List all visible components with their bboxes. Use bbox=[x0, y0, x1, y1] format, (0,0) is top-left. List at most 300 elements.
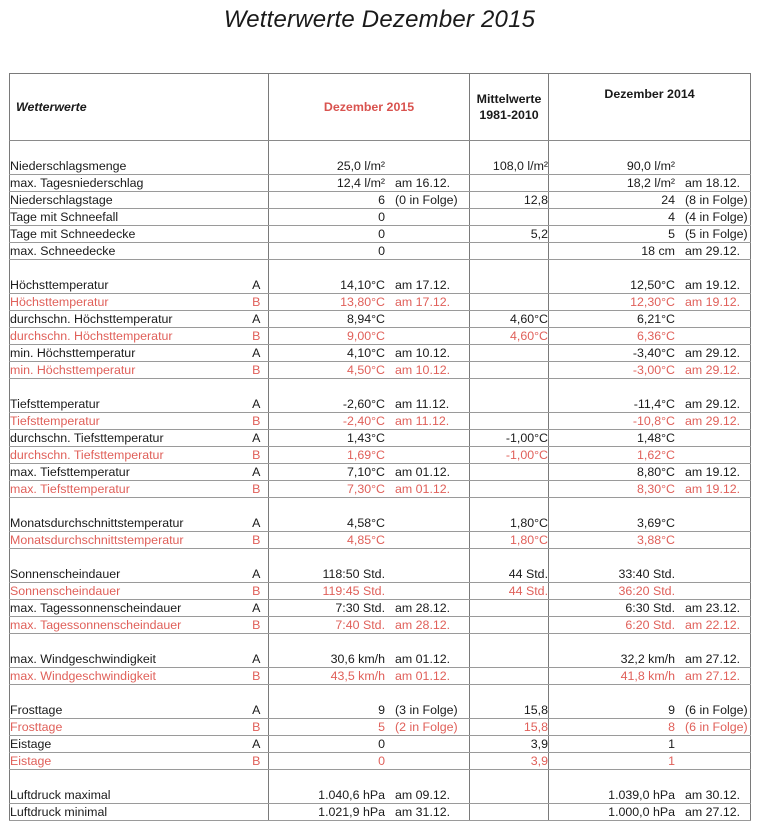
row-label: Niederschlagsmenge bbox=[10, 158, 245, 175]
table-row bbox=[10, 515, 751, 532]
value-mittelwert bbox=[470, 209, 549, 226]
value-dez-2015: 9 bbox=[378, 703, 386, 717]
spacer-cell bbox=[10, 498, 245, 516]
spacer-cell bbox=[549, 498, 751, 516]
header-wetterwerte: Wetterwerte bbox=[10, 74, 269, 141]
station-marker: A bbox=[245, 464, 269, 481]
table-row bbox=[10, 192, 751, 209]
value-dez-2014-cell bbox=[549, 702, 751, 719]
value-dez-2015: 4,85°C bbox=[346, 533, 386, 547]
document-title: Wetterwerte Dezember 2015 bbox=[223, 6, 536, 33]
value-dez-2015: -2,60°C bbox=[342, 397, 386, 411]
table-row bbox=[10, 158, 751, 175]
value-dez-2015-note: am 28.12. bbox=[395, 618, 451, 632]
value-dez-2015-cell bbox=[269, 515, 470, 532]
spacer-cell bbox=[269, 770, 470, 788]
value-dez-2015-cell bbox=[269, 430, 470, 447]
spacer-cell bbox=[245, 634, 269, 652]
value-dez-2014-cell bbox=[549, 787, 751, 804]
spacer-cell bbox=[549, 141, 751, 159]
value-dez-2014-cell bbox=[549, 736, 751, 753]
value-dez-2015: 5 bbox=[378, 720, 386, 734]
value-dez-2015-cell bbox=[269, 702, 470, 719]
value-dez-2015-cell bbox=[269, 464, 470, 481]
value-dez-2015: 8,94°C bbox=[346, 312, 386, 326]
spacer-cell bbox=[10, 685, 245, 703]
value-dez-2014-note: am 19.12. bbox=[685, 295, 741, 309]
value-dez-2014: 8,80°C bbox=[636, 465, 676, 479]
value-dez-2015-cell bbox=[269, 447, 470, 464]
spacer-cell bbox=[269, 141, 470, 159]
value-dez-2015: 43,5 km/h bbox=[330, 669, 386, 683]
spacer-cell bbox=[245, 141, 269, 159]
value-dez-2015-cell bbox=[269, 243, 470, 260]
value-dez-2015-cell bbox=[269, 396, 470, 413]
spacer-row bbox=[10, 379, 751, 397]
value-dez-2014-cell bbox=[549, 243, 751, 260]
value-mittelwert: 108,0 l/m² bbox=[470, 158, 549, 175]
station-marker: B bbox=[245, 617, 269, 634]
value-dez-2014-note: am 30.12. bbox=[685, 788, 741, 802]
spacer-cell bbox=[245, 260, 269, 278]
spacer-cell bbox=[10, 549, 245, 567]
header-mittelwerte-line1: Mittelwerte bbox=[476, 92, 542, 106]
value-dez-2014-cell bbox=[549, 175, 751, 192]
value-dez-2015: 6 bbox=[378, 193, 386, 207]
station-marker: B bbox=[245, 753, 269, 770]
value-mittelwert bbox=[470, 396, 549, 413]
row-label: Eistage bbox=[10, 753, 245, 770]
spacer-cell bbox=[10, 379, 245, 397]
spacer-row bbox=[10, 685, 751, 703]
row-label: max. Tiefsttemperatur bbox=[10, 481, 245, 498]
row-label: min. Höchsttemperatur bbox=[10, 362, 245, 379]
value-dez-2015-note: am 11.12. bbox=[395, 414, 450, 428]
value-dez-2014: -3,00°C bbox=[632, 363, 676, 377]
value-dez-2014: 6:30 Std. bbox=[625, 601, 676, 615]
value-dez-2014-cell bbox=[549, 328, 751, 345]
row-label: Niederschlagstage bbox=[10, 192, 245, 209]
value-dez-2014-cell bbox=[549, 192, 751, 209]
value-dez-2015-note: am 31.12. bbox=[395, 805, 451, 819]
value-dez-2015-cell bbox=[269, 583, 470, 600]
value-dez-2014-cell bbox=[549, 464, 751, 481]
value-dez-2014: 41,8 km/h bbox=[620, 669, 676, 683]
row-label: max. Schneedecke bbox=[10, 243, 245, 260]
value-mittelwert: 4,60°C bbox=[470, 328, 549, 345]
value-dez-2015: 7,30°C bbox=[346, 482, 386, 496]
value-dez-2015: 7:40 Std. bbox=[335, 618, 386, 632]
value-dez-2014: 6:20 Std. bbox=[625, 618, 676, 632]
value-dez-2015-note: (0 in Folge) bbox=[395, 193, 458, 207]
station-marker: B bbox=[245, 362, 269, 379]
value-dez-2015-note: am 28.12. bbox=[395, 601, 451, 615]
value-dez-2014-note: (6 in Folge) bbox=[685, 703, 748, 717]
row-label: max. Windgeschwindigkeit bbox=[10, 651, 245, 668]
value-dez-2014: 32,2 km/h bbox=[620, 652, 676, 666]
value-dez-2015-cell bbox=[269, 362, 470, 379]
value-dez-2014: 24 bbox=[661, 193, 676, 207]
row-label: min. Höchsttemperatur bbox=[10, 345, 245, 362]
value-mittelwert bbox=[470, 804, 549, 821]
value-dez-2015: 7,10°C bbox=[346, 465, 386, 479]
value-dez-2014-cell bbox=[549, 617, 751, 634]
value-dez-2014: 3,88°C bbox=[636, 533, 676, 547]
table-header-row bbox=[10, 74, 751, 141]
table-row bbox=[10, 804, 751, 821]
spacer-cell bbox=[245, 770, 269, 788]
value-mittelwert bbox=[470, 243, 549, 260]
value-dez-2015-cell bbox=[269, 311, 470, 328]
station-marker: A bbox=[245, 277, 269, 294]
spacer-cell bbox=[245, 685, 269, 703]
value-dez-2014-cell bbox=[549, 719, 751, 736]
row-label: Eistage bbox=[10, 736, 245, 753]
value-dez-2015-cell bbox=[269, 753, 470, 770]
value-mittelwert bbox=[470, 175, 549, 192]
table-row bbox=[10, 328, 751, 345]
value-dez-2015-note: am 17.12. bbox=[395, 295, 451, 309]
value-dez-2014-cell bbox=[549, 226, 751, 243]
spacer-cell bbox=[470, 379, 549, 397]
value-dez-2015-cell bbox=[269, 209, 470, 226]
value-dez-2014-note: am 19.12. bbox=[685, 465, 741, 479]
spacer-cell bbox=[245, 498, 269, 516]
value-dez-2014-cell bbox=[549, 600, 751, 617]
header-mittelwerte-line2: 1981-2010 bbox=[479, 108, 539, 122]
value-dez-2015-cell bbox=[269, 413, 470, 430]
station-marker: B bbox=[245, 481, 269, 498]
row-label: Tiefsttemperatur bbox=[10, 396, 245, 413]
value-dez-2014-note: (4 in Folge) bbox=[685, 210, 748, 224]
value-mittelwert: 15,8 bbox=[470, 702, 549, 719]
value-dez-2015-cell bbox=[269, 175, 470, 192]
value-dez-2015: 7:30 Std. bbox=[335, 601, 386, 615]
value-dez-2015-note: am 17.12. bbox=[395, 278, 451, 292]
spacer-cell bbox=[269, 379, 470, 397]
station-marker: B bbox=[245, 328, 269, 345]
value-dez-2015-note: am 01.12. bbox=[395, 652, 451, 666]
station-marker: A bbox=[245, 430, 269, 447]
value-mittelwert bbox=[470, 413, 549, 430]
value-dez-2014-cell bbox=[549, 362, 751, 379]
value-mittelwert: 44 Std. bbox=[470, 566, 549, 583]
row-label: Höchsttemperatur bbox=[10, 294, 245, 311]
value-dez-2015-cell bbox=[269, 804, 470, 821]
value-dez-2014-cell bbox=[549, 345, 751, 362]
spacer-cell bbox=[10, 770, 245, 788]
spacer-cell bbox=[470, 549, 549, 567]
spacer-cell bbox=[549, 685, 751, 703]
table-row bbox=[10, 243, 751, 260]
table-row bbox=[10, 736, 751, 753]
value-dez-2014-cell bbox=[549, 532, 751, 549]
spacer-row bbox=[10, 260, 751, 278]
table-row bbox=[10, 413, 751, 430]
row-label: max. Tagessonnenscheindauer bbox=[10, 617, 245, 634]
value-dez-2015-cell bbox=[269, 192, 470, 209]
row-label: Tiefsttemperatur bbox=[10, 413, 245, 430]
value-dez-2014-note: (6 in Folge) bbox=[685, 720, 748, 734]
value-dez-2015-cell bbox=[269, 532, 470, 549]
spacer-cell bbox=[470, 685, 549, 703]
value-dez-2014-cell bbox=[549, 481, 751, 498]
value-dez-2014-cell bbox=[549, 753, 751, 770]
value-dez-2015-note: (2 in Folge) bbox=[395, 720, 458, 734]
value-dez-2015-cell bbox=[269, 668, 470, 685]
table-body bbox=[10, 141, 751, 821]
value-mittelwert bbox=[470, 345, 549, 362]
value-dez-2014: 36:20 Std. bbox=[618, 584, 676, 598]
spacer-cell bbox=[549, 260, 751, 278]
spacer-cell bbox=[470, 770, 549, 788]
value-dez-2015: 119:45 Std. bbox=[322, 584, 386, 598]
spacer-row bbox=[10, 549, 751, 567]
spacer-row bbox=[10, 634, 751, 652]
value-dez-2014-cell bbox=[549, 277, 751, 294]
value-mittelwert bbox=[470, 787, 549, 804]
row-label: Tage mit Schneefall bbox=[10, 209, 245, 226]
header-mittelwerte bbox=[470, 74, 549, 141]
row-label: Luftdruck maximal bbox=[10, 787, 245, 804]
table-row bbox=[10, 668, 751, 685]
station-marker: A bbox=[245, 345, 269, 362]
spacer-cell bbox=[269, 685, 470, 703]
value-dez-2014: 1.039,0 hPa bbox=[608, 788, 676, 802]
value-dez-2015: 1.021,9 hPa bbox=[318, 805, 386, 819]
spacer-cell bbox=[269, 498, 470, 516]
row-label: durchschn. Höchsttemperatur bbox=[10, 328, 245, 345]
value-dez-2015: 118:50 Std. bbox=[322, 567, 386, 581]
value-dez-2015: 1.040,6 hPa bbox=[318, 788, 386, 802]
value-dez-2014-note: am 18.12. bbox=[685, 176, 741, 190]
value-dez-2015: 1,69°C bbox=[346, 448, 386, 462]
station-marker bbox=[245, 192, 269, 209]
row-label: durchschn. Tiefsttemperatur bbox=[10, 447, 245, 464]
value-dez-2015-cell bbox=[269, 277, 470, 294]
value-dez-2015-cell bbox=[269, 345, 470, 362]
value-dez-2015-cell bbox=[269, 736, 470, 753]
value-mittelwert bbox=[470, 362, 549, 379]
value-dez-2014-note: am 29.12. bbox=[685, 363, 741, 377]
spacer-cell bbox=[549, 770, 751, 788]
value-mittelwert bbox=[470, 277, 549, 294]
value-dez-2014: 8 bbox=[668, 720, 676, 734]
value-mittelwert: 12,8 bbox=[470, 192, 549, 209]
spacer-cell bbox=[269, 634, 470, 652]
value-dez-2014: 5 bbox=[668, 227, 676, 241]
value-dez-2014-cell bbox=[549, 158, 751, 175]
value-dez-2015-note: am 10.12. bbox=[395, 363, 451, 377]
value-dez-2014-note: am 29.12. bbox=[685, 397, 741, 411]
value-dez-2014: 18,2 l/m² bbox=[626, 176, 676, 190]
table-row bbox=[10, 226, 751, 243]
station-marker: B bbox=[245, 447, 269, 464]
table-row bbox=[10, 311, 751, 328]
station-marker: B bbox=[245, 583, 269, 600]
value-mittelwert bbox=[470, 481, 549, 498]
station-marker: A bbox=[245, 566, 269, 583]
value-dez-2014-note: am 23.12. bbox=[685, 601, 741, 615]
row-label: max. Windgeschwindigkeit bbox=[10, 668, 245, 685]
spacer-cell bbox=[10, 141, 245, 159]
spacer-cell bbox=[245, 379, 269, 397]
row-label: Höchsttemperatur bbox=[10, 277, 245, 294]
value-dez-2014: 12,30°C bbox=[630, 295, 676, 309]
row-label: max. Tiefsttemperatur bbox=[10, 464, 245, 481]
table-row bbox=[10, 532, 751, 549]
value-dez-2014: 33:40 Std. bbox=[618, 567, 676, 581]
table-row bbox=[10, 719, 751, 736]
value-dez-2014-note: am 29.12. bbox=[685, 346, 741, 360]
station-marker: A bbox=[245, 600, 269, 617]
weather-table bbox=[9, 73, 751, 821]
value-dez-2014: 1,62°C bbox=[636, 448, 676, 462]
spacer-row bbox=[10, 770, 751, 788]
row-label: Sonnenscheindauer bbox=[10, 566, 245, 583]
station-marker: B bbox=[245, 719, 269, 736]
table-row bbox=[10, 209, 751, 226]
station-marker: B bbox=[245, 668, 269, 685]
value-dez-2014: 3,69°C bbox=[636, 516, 676, 530]
spacer-cell bbox=[470, 634, 549, 652]
value-dez-2015-note: am 16.12. bbox=[395, 176, 451, 190]
value-dez-2014-cell bbox=[549, 566, 751, 583]
value-dez-2015-note: am 01.12. bbox=[395, 465, 451, 479]
value-dez-2015-note: am 10.12. bbox=[395, 346, 451, 360]
spacer-cell bbox=[269, 549, 470, 567]
value-dez-2014-cell bbox=[549, 651, 751, 668]
value-dez-2015-cell bbox=[269, 600, 470, 617]
spacer-cell bbox=[549, 634, 751, 652]
value-dez-2014-cell bbox=[549, 447, 751, 464]
table-row bbox=[10, 787, 751, 804]
station-marker: B bbox=[245, 413, 269, 430]
spacer-cell bbox=[269, 260, 470, 278]
value-dez-2014: 1,48°C bbox=[636, 431, 676, 445]
value-dez-2014: 1 bbox=[668, 754, 676, 768]
value-dez-2015: 0 bbox=[378, 210, 386, 224]
value-dez-2015: 0 bbox=[378, 244, 386, 258]
table-row bbox=[10, 175, 751, 192]
table-row bbox=[10, 583, 751, 600]
value-dez-2014-note: (5 in Folge) bbox=[685, 227, 748, 241]
value-mittelwert: 1,80°C bbox=[470, 532, 549, 549]
row-label: Frosttage bbox=[10, 719, 245, 736]
value-dez-2015-note: am 01.12. bbox=[395, 482, 451, 496]
value-dez-2015: 0 bbox=[378, 227, 386, 241]
value-dez-2014-cell bbox=[549, 515, 751, 532]
value-dez-2014: -3,40°C bbox=[632, 346, 676, 360]
value-dez-2015: 9,00°C bbox=[346, 329, 386, 343]
station-marker bbox=[245, 804, 269, 821]
table-row bbox=[10, 481, 751, 498]
value-dez-2014: 1 bbox=[668, 737, 676, 751]
value-dez-2015-cell bbox=[269, 566, 470, 583]
value-mittelwert bbox=[470, 668, 549, 685]
value-dez-2015: 12,4 l/m² bbox=[336, 176, 386, 190]
value-dez-2014-note: (8 in Folge) bbox=[685, 193, 748, 207]
value-dez-2015: 30,6 km/h bbox=[330, 652, 386, 666]
value-dez-2015-cell bbox=[269, 617, 470, 634]
value-mittelwert: 1,80°C bbox=[470, 515, 549, 532]
value-dez-2015-cell bbox=[269, 294, 470, 311]
value-mittelwert bbox=[470, 617, 549, 634]
value-dez-2014: 12,50°C bbox=[630, 278, 676, 292]
station-marker: A bbox=[245, 736, 269, 753]
value-dez-2014-cell bbox=[549, 668, 751, 685]
value-dez-2014: 6,36°C bbox=[636, 329, 676, 343]
value-dez-2015-note: am 01.12. bbox=[395, 669, 451, 683]
value-dez-2015-cell bbox=[269, 481, 470, 498]
value-dez-2014: 9 bbox=[668, 703, 676, 717]
row-label: durchschn. Tiefsttemperatur bbox=[10, 430, 245, 447]
value-dez-2015: 4,10°C bbox=[346, 346, 386, 360]
value-dez-2014: -11,4°C bbox=[633, 397, 676, 411]
value-dez-2015: -2,40°C bbox=[342, 414, 386, 428]
station-marker: A bbox=[245, 311, 269, 328]
value-dez-2015: 1,43°C bbox=[346, 431, 386, 445]
station-marker bbox=[245, 226, 269, 243]
table-row bbox=[10, 566, 751, 583]
table-row bbox=[10, 464, 751, 481]
value-dez-2014-cell bbox=[549, 804, 751, 821]
value-dez-2014-cell bbox=[549, 583, 751, 600]
value-mittelwert: 44 Std. bbox=[470, 583, 549, 600]
value-dez-2015-note: (3 in Folge) bbox=[395, 703, 458, 717]
value-dez-2014-cell bbox=[549, 311, 751, 328]
station-marker bbox=[245, 158, 269, 175]
spacer-row bbox=[10, 141, 751, 159]
station-marker bbox=[245, 209, 269, 226]
value-dez-2015: 4,50°C bbox=[346, 363, 386, 377]
value-dez-2015: 0 bbox=[378, 737, 386, 751]
header-dezember-2014: Dezember 2014 bbox=[549, 74, 751, 141]
table-row bbox=[10, 345, 751, 362]
value-dez-2014-note: am 27.12. bbox=[685, 652, 741, 666]
value-dez-2014-cell bbox=[549, 396, 751, 413]
value-dez-2015-note: am 09.12. bbox=[395, 788, 451, 802]
spacer-cell bbox=[470, 498, 549, 516]
row-label: max. Tagessonnenscheindauer bbox=[10, 600, 245, 617]
value-dez-2014-note: am 27.12. bbox=[685, 669, 741, 683]
value-dez-2015: 4,58°C bbox=[346, 516, 386, 530]
value-mittelwert: 5,2 bbox=[470, 226, 549, 243]
value-mittelwert: -1,00°C bbox=[470, 430, 549, 447]
table-row bbox=[10, 753, 751, 770]
table-row bbox=[10, 294, 751, 311]
value-dez-2015: 0 bbox=[378, 754, 386, 768]
value-dez-2014-cell bbox=[549, 430, 751, 447]
table-row bbox=[10, 617, 751, 634]
value-mittelwert: 3,9 bbox=[470, 736, 549, 753]
value-dez-2014: 4 bbox=[668, 210, 676, 224]
station-marker: A bbox=[245, 702, 269, 719]
value-dez-2014-note: am 27.12. bbox=[685, 805, 741, 819]
value-dez-2015-cell bbox=[269, 226, 470, 243]
value-dez-2015: 25,0 l/m² bbox=[336, 159, 386, 173]
spacer-cell bbox=[470, 141, 549, 159]
value-dez-2014-note: am 19.12. bbox=[685, 482, 741, 496]
row-label: Sonnenscheindauer bbox=[10, 583, 245, 600]
spacer-row bbox=[10, 498, 751, 516]
value-dez-2014-note: am 19.12. bbox=[685, 278, 741, 292]
value-dez-2014-cell bbox=[549, 209, 751, 226]
value-dez-2014: -10,8°C bbox=[632, 414, 676, 428]
table-row bbox=[10, 362, 751, 379]
value-dez-2015-cell bbox=[269, 328, 470, 345]
table-row bbox=[10, 277, 751, 294]
